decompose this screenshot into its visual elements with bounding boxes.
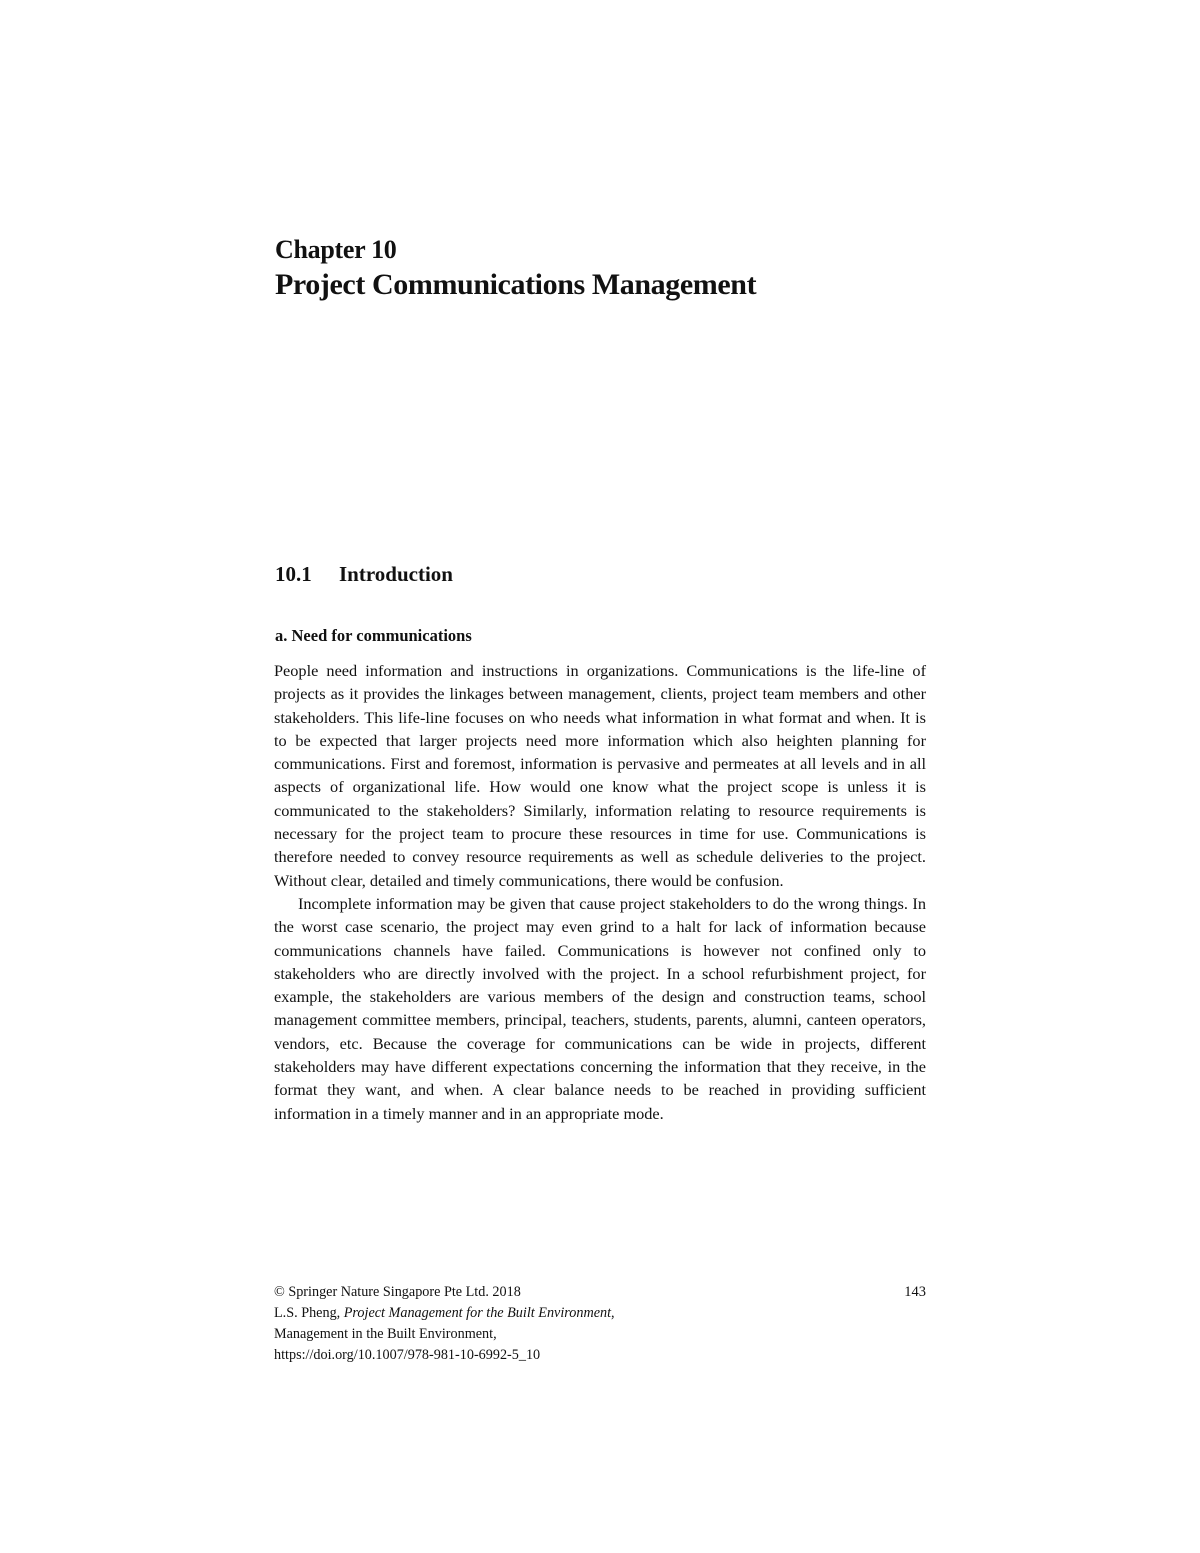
body-text xyxy=(274,659,926,1125)
paragraph: Incomplete information may be given that cause project stakeholders to do the wrong things. In the worst case scenario, the project may even grind to a halt for lack of information because communications channels have failed. Communications is however not confined only to stakeholders who are directly involved with the project. In a school refurbishment project, for example, the stakeholders are various members of the design and construction teams, school management committee members, principal, teachers, students, parents, alumni, canteen operators, vendors, etc. Because the coverage for communications can be wide in projects, different stakeholders may have different expectations concerning the information that they receive, in the format they want, and when. A clear balance needs to be reached in providing sufficient information in a timely manner and in an appropriate mode. xyxy=(274,893,926,1123)
page-number: 143 xyxy=(904,1284,926,1300)
subsection-heading: a. Need for communications xyxy=(275,626,472,645)
footer xyxy=(274,1282,926,1366)
doi-link[interactable]: https://doi.org/10.1007/978-981-10-6992-5_10 xyxy=(274,1347,541,1363)
chapter-title: Project Communications Management xyxy=(275,268,757,301)
section-heading xyxy=(275,560,453,588)
citation-line xyxy=(274,1303,926,1324)
paragraph: People need information and instructions in organizations. Communications is the life-line of projects as it provides the linkages between management, clients, project team members and other stakeholders. This life-line focuses on who needs what information in what format and when. It is to be expected that larger projects need more information which also heighten planning for communications. First and foremost, information is pervasive and permeates at all levels and in all aspects of organizational life. How would one know what the project scope is unless it is communicated to the stakeholders? Similarly, information relating to resource requirements is necessary for the project team to procure these resources in time for use. Communications is therefore needed to convey resource requirements as well as schedule deliveries to the project. Without clear, detailed and timely communications, there would be confusion. xyxy=(274,661,926,890)
copyright-line: © Springer Nature Singapore Pte Ltd. 2018 xyxy=(274,1284,521,1300)
series-line: Management in the Built Environment, xyxy=(274,1326,497,1342)
book-title: Project Management for the Built Environment xyxy=(343,1305,612,1321)
section-title: Introduction xyxy=(339,562,453,586)
section-number: 10.1 xyxy=(275,562,312,586)
book-title-suffix: , xyxy=(611,1305,615,1321)
chapter-label: Chapter 10 xyxy=(275,235,397,264)
author: L.S. Pheng, xyxy=(274,1305,341,1321)
